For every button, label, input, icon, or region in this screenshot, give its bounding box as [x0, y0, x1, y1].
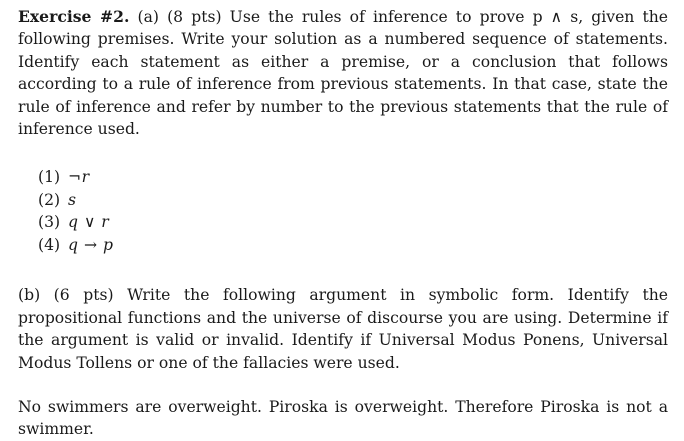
- premise-number: (2): [38, 190, 61, 209]
- part-a-text: (a) (8 pts) Use the rules of inference to prove p ∧ s, given the following premises. Write your solution as a numbered sequence of statements. Identify each statement as either a premise, or a conclusion that follows according to a rule of inference from previous statements. In that case, state the rule of inference and refer by number to the previous statements that the rule of inference used.: [18, 8, 669, 139]
- premise-expression: q ∨ r: [68, 213, 110, 232]
- premise-list: [38, 166, 668, 256]
- part-a-paragraph: [18, 6, 668, 140]
- premise-expression: ¬r: [68, 168, 90, 187]
- argument-statement: No swimmers are overweight. Piroska is overweight. Therefore Piroska is not a swimmer.: [18, 398, 668, 439]
- premise-number: (4): [38, 235, 61, 254]
- premise-expression: s: [68, 190, 77, 209]
- part-b-paragraph: (b) (6 pts) Write the following argument in symbolic form. Identify the propositional functions and the universe of discourse you are using. Determine if the argument is valid or invalid. Identify if Universal Modus Ponens, Universal Modus Tollens or one of the fallacies were used.: [18, 286, 668, 372]
- exercise-heading: Exercise #2.: [18, 7, 130, 26]
- premise-item: [38, 211, 668, 234]
- exercise-document: [18, 6, 668, 441]
- premise-number: (3): [38, 213, 61, 232]
- premise-item: [38, 166, 668, 189]
- premise-item: [38, 189, 668, 212]
- premise-item: [38, 234, 668, 257]
- premise-number: (1): [38, 168, 61, 187]
- premise-expression: q → p: [68, 235, 114, 254]
